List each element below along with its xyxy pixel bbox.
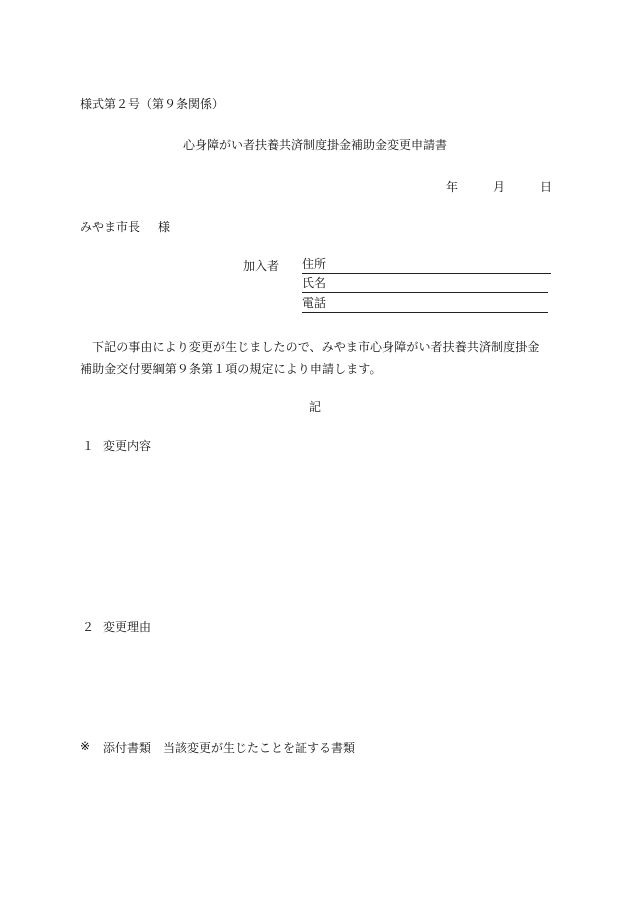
document-title: 心身障がい者扶養共済制度掛金補助金変更申請書 xyxy=(182,138,447,152)
date-year-label: 年 xyxy=(446,180,459,194)
name-field-label: 氏名 xyxy=(302,276,327,290)
ki-heading: 記 xyxy=(308,400,321,414)
item-number: ２ xyxy=(82,620,95,634)
attachments-text: 当該変更が生じたことを証する書類 xyxy=(163,741,356,755)
date-day-label: 日 xyxy=(540,180,553,194)
applicant-label: 加入者 xyxy=(243,259,280,273)
item-label-change-content: 変更内容 xyxy=(103,439,152,453)
address-field-label: 住所 xyxy=(302,257,327,271)
date-month-label: 月 xyxy=(493,180,506,194)
phone-field-label: 電話 xyxy=(302,296,327,310)
attachments-label: 添付書類 xyxy=(103,741,152,755)
note-mark: ※ xyxy=(80,739,91,753)
addressee-honorific: 様 xyxy=(158,220,171,234)
body-paragraph: 下記の事由により変更が生じましたので、みやま市心身障がい者扶養共済制度掛金補助金交付要綱第９条第１項の規定により申請します。 xyxy=(80,340,540,376)
address-field[interactable] xyxy=(302,257,551,274)
form-number: 様式第２号（第９条関係） xyxy=(80,97,225,111)
addressee-name: みやま市長 xyxy=(80,220,141,234)
phone-field[interactable] xyxy=(302,296,548,313)
item-number: １ xyxy=(82,439,95,453)
item-label-change-reason: 変更理由 xyxy=(103,620,152,634)
name-field[interactable] xyxy=(302,276,548,293)
